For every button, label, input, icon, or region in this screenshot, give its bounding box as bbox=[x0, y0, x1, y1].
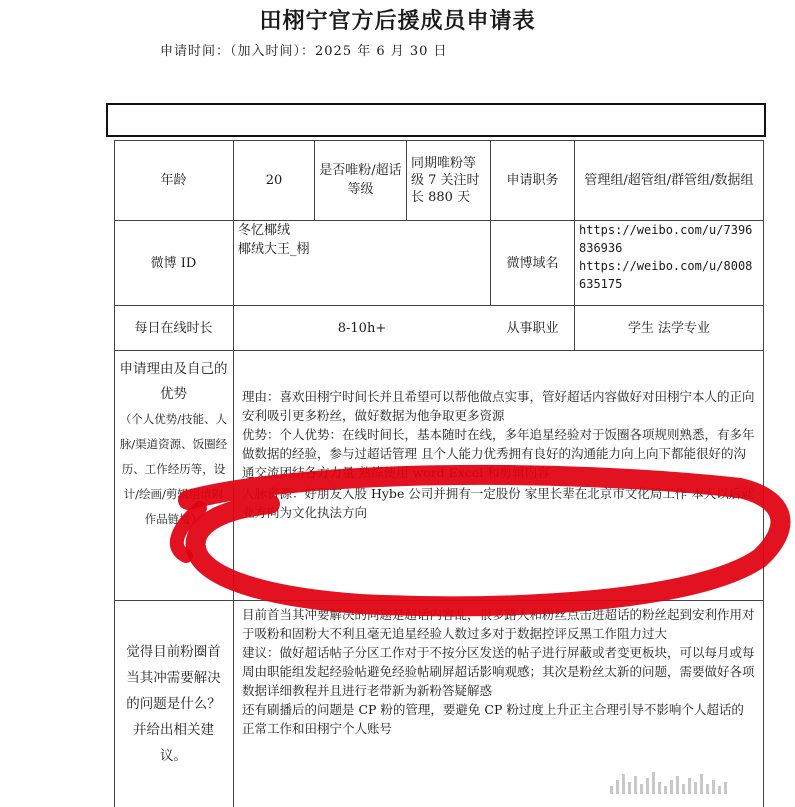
online-hours-value: 8-10h+ bbox=[337, 320, 387, 336]
online-hours-label: 每日在线时长 bbox=[134, 320, 213, 336]
weibo-domain-1[interactable]: https://weibo.com/u/7396836936 bbox=[579, 223, 753, 255]
advantage-paragraph: 优势：个人优势：在线时间长，基本随时在线，多年追星经验对于饭圈各项规则熟悉，有多年做数据的经验，参与过超话管理 且个人能力优秀拥有良好的沟通能力向上向下都能很好的沟通交流团结各方力量 熟练使用 word Excel 和剪辑内容 bbox=[242, 427, 755, 480]
sync-fan-value: 同期唯粉等级 7 关注时长 880 天 bbox=[411, 155, 480, 205]
name-box bbox=[106, 103, 766, 137]
weibo-id-values bbox=[234, 221, 490, 305]
occupation-label: 从事职业 bbox=[506, 320, 559, 336]
weibo-id-1: 冬忆椰绒 bbox=[238, 223, 291, 238]
fan-level-label: 是否唯粉/超话等级 bbox=[319, 163, 402, 197]
weibo-id-2: 椰绒大王_栩 bbox=[238, 242, 310, 257]
position-value: 管理组/超管组/群管组/数据组 bbox=[584, 172, 754, 188]
reason-paragraph: 理由：喜欢田栩宁时间长并且希望可以帮他做点实事，管好超话内容做好对田栩宁本人的正向安利吸引更多粉丝，做好数据为他争取更多资源 bbox=[242, 389, 755, 423]
problem-paragraph: 目前首当其冲要解决的问题是超话内容乱，很多路人和粉丝点击进超话的粉丝起到安利作用对于吸粉和固粉大不利且毫无追星经验人数过多对于数据控评反黑工作阻力过大 bbox=[242, 607, 755, 641]
occupation-value: 学生 法学专业 bbox=[627, 320, 711, 336]
watermark-bars bbox=[610, 772, 727, 794]
reason-label-cell bbox=[114, 351, 233, 600]
weibo-domain-2[interactable]: https://weibo.com/u/8008635175 bbox=[579, 259, 753, 291]
position-label: 申请职务 bbox=[506, 172, 559, 188]
weibo-id-label: 微博 ID bbox=[150, 255, 197, 271]
form-title: 田栩宁官方后援成员申请表 bbox=[259, 9, 536, 34]
reason-text bbox=[234, 351, 763, 600]
problem-label: 觉得目前粉圈首当其冲需要解决的问题是什么？并给出相关建议。 bbox=[126, 644, 221, 764]
network-paragraph: 人脉资源：好朋友入股 Hybe 公司并拥有一定股份 家里长辈在北京市文化局工作 本人以后就业方向为文化执法方向 bbox=[242, 486, 754, 520]
reason-label: 申请理由及自己的优势 bbox=[119, 361, 228, 402]
reason-note: （个人优势/技能、人脉/渠道资源、饭圈经历、工作经历等，设计/绘画/剪辑组请附作品链接） bbox=[119, 412, 228, 526]
application-table bbox=[114, 140, 764, 807]
weibo-domain-label: 微博域名 bbox=[506, 255, 559, 271]
application-date: 申请时间：（加入时间）：2025 年 6 月 30 日 bbox=[160, 44, 448, 59]
age-value: 20 bbox=[265, 172, 283, 188]
weibo-domain-values bbox=[575, 221, 763, 305]
suggestion-paragraph: 建议：做好超话帖子分区工作对于不按分区发送的帖子进行屏蔽或者变更板块，可以每月或每周由职能组发起经验帖避免经验帖刷屏超话影响观感；其次是粉丝太新的问题，需要做好各项数据详细教程并且进行老带新为新粉答疑解惑 bbox=[242, 645, 755, 698]
cp-paragraph: 还有刷播后的问题是 CP 粉的管理，要避免 CP 粉过度上升正主合理引导不影响个人超话的正常工作和田栩宁个人账号 bbox=[242, 702, 744, 736]
age-label: 年龄 bbox=[160, 172, 187, 188]
